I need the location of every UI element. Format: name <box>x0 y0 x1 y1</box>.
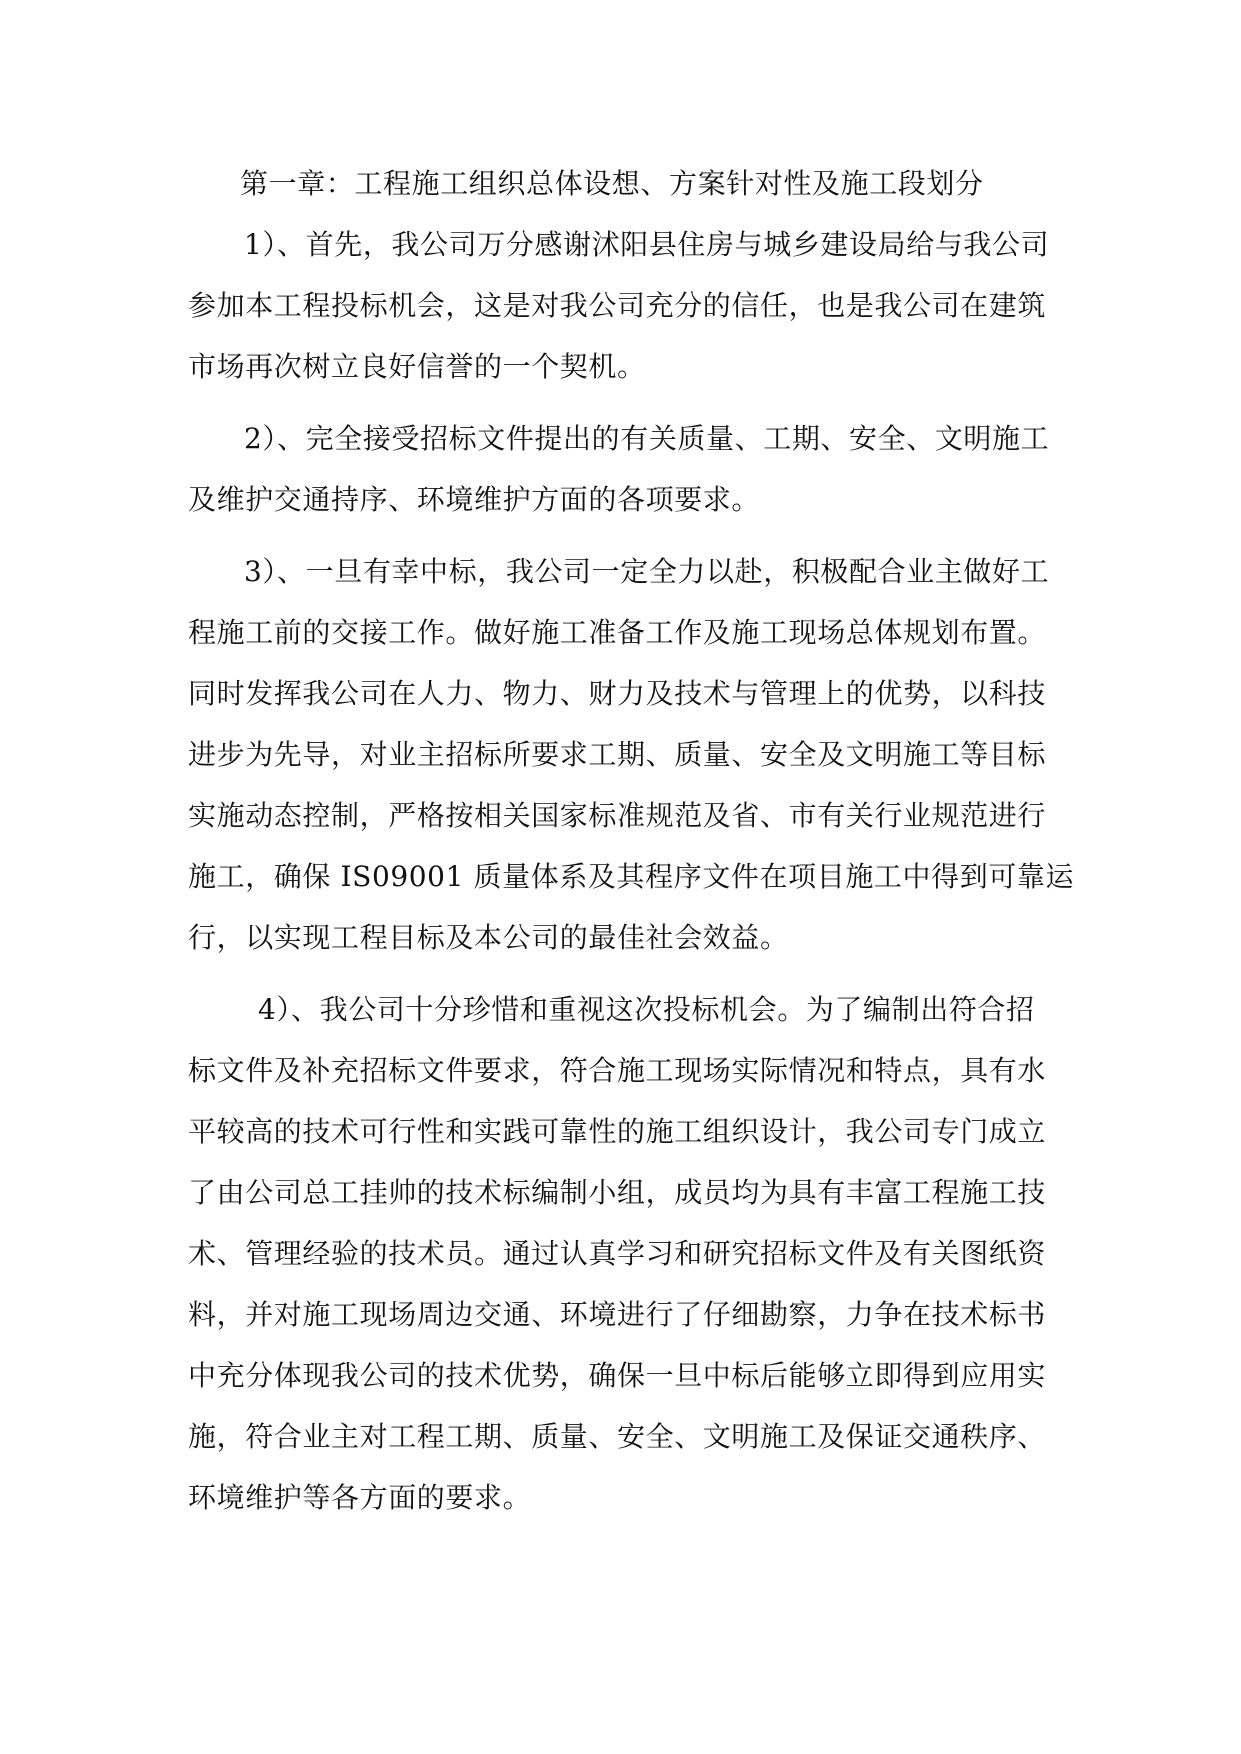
paragraph-4-line-4: 了由公司总工挂帅的技术标编制小组，成员均为具有丰富工程施工技 <box>188 1176 1047 1209</box>
paragraph-3-line-2: 程施工前的交接工作。做好施工准备工作及施工现场总体规划布置。 <box>188 616 1047 649</box>
chapter-heading: 第一章：工程施工组织总体设想、方案针对性及施工段划分 <box>240 167 984 200</box>
paragraph-2-line-1: 2）、完全接受招标文件提出的有关质量、工期、安全、文明施工 <box>244 422 1050 455</box>
paragraph-4-line-2: 标文件及补充招标文件要求，符合施工现场实际情况和特点，具有水 <box>188 1054 1047 1087</box>
paragraph-3-line-7: 行，以实现工程目标及本公司的最佳社会效益。 <box>188 921 789 954</box>
paragraph-4-line-1: 4）、我公司十分珍惜和重视这次投标机会。为了编制出符合招 <box>258 993 1035 1026</box>
paragraph-3-line-1: 3）、一旦有幸中标，我公司一定全力以赴，积极配合业主做好工 <box>244 555 1050 588</box>
paragraph-3-line-5: 实施动态控制，严格按相关国家标准规范及省、市有关行业规范进行 <box>188 799 1047 832</box>
paragraph-4-line-3: 平较高的技术可行性和实践可靠性的施工组织设计，我公司专门成立 <box>188 1115 1047 1148</box>
paragraph-1-line-1: 1）、首先，我公司万分感谢沭阳县住房与城乡建设局给与我公司 <box>244 228 1050 261</box>
paragraph-2-line-2: 及维护交通持序、环境维护方面的各项要求。 <box>188 483 761 516</box>
paragraph-3-line-3: 同时发挥我公司在人力、物力、财力及技术与管理上的优势，以科技 <box>188 677 1047 710</box>
paragraph-4-line-7: 中充分体现我公司的技术优势，确保一旦中标后能够立即得到应用实 <box>188 1359 1047 1392</box>
paragraph-4-line-9: 环境维护等各方面的要求。 <box>188 1481 532 1514</box>
paragraph-4-line-6: 料，并对施工现场周边交通、环境进行了仔细勘察，力争在技术标书 <box>188 1298 1047 1331</box>
paragraph-1-line-2: 参加本工程投标机会，这是对我公司充分的信任，也是我公司在建筑 <box>188 289 1047 322</box>
paragraph-1-line-3: 市场再次树立良好信誉的一个契机。 <box>188 350 646 383</box>
paragraph-4-line-8: 施，符合业主对工程工期、质量、安全、文明施工及保证交通秩序、 <box>188 1420 1047 1453</box>
paragraph-3-line-4: 进步为先导，对业主招标所要求工期、质量、安全及文明施工等目标 <box>188 738 1047 771</box>
paragraph-3-line-6: 施工，确保 IS09001 质量体系及其程序文件在项目施工中得到可靠运 <box>188 860 1075 893</box>
paragraph-4-line-5: 术、管理经验的技术员。通过认真学习和研究招标文件及有关图纸资 <box>188 1237 1047 1270</box>
